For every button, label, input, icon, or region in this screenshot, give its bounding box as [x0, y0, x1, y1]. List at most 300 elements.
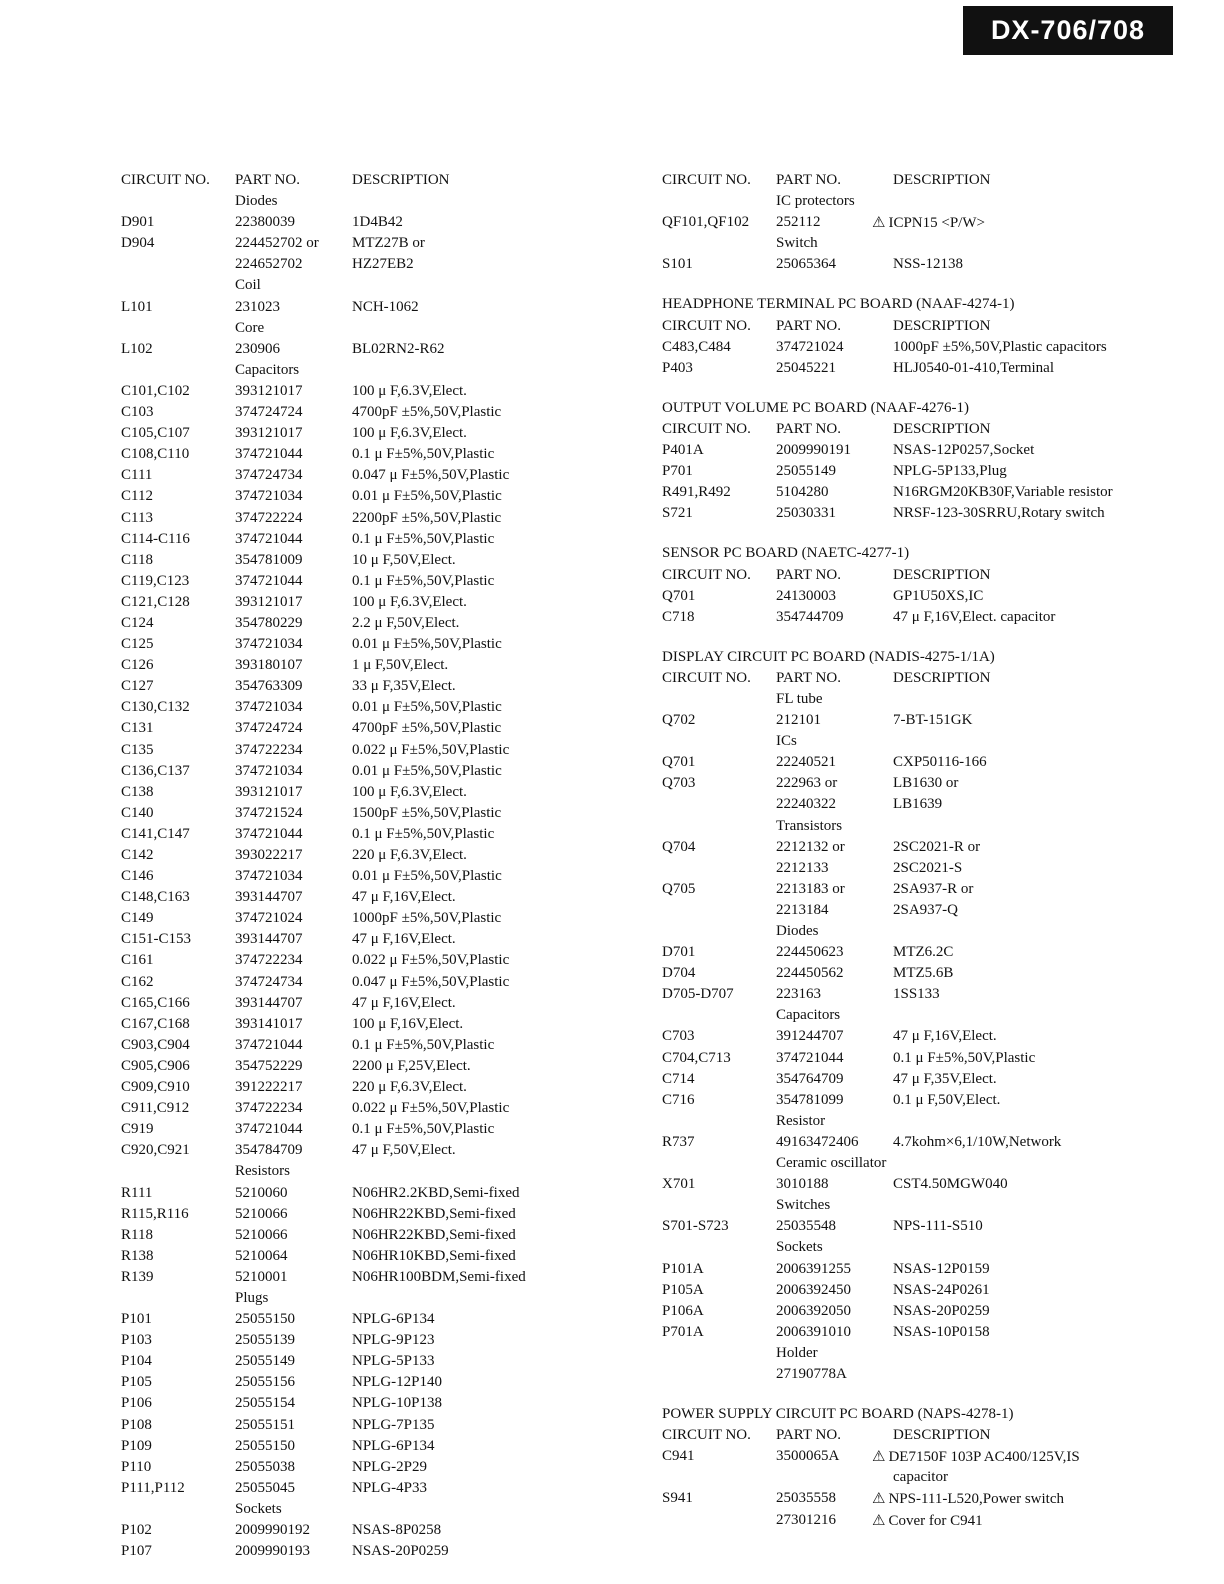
circuit-no-cell: S101 [662, 256, 693, 273]
description-cell: NSS-12138 [893, 256, 964, 273]
description-cell: 100 μ F,6.3V,Elect. [352, 593, 467, 610]
part-no-cell: 374721044 [235, 825, 303, 842]
part-no-cell: 393022217 [235, 847, 303, 863]
circuit-no-cell: S701-S723 [662, 1218, 729, 1235]
circuit-no-cell: C718 [662, 608, 695, 625]
description-cell: NPLG-4P33 [352, 1479, 428, 1496]
description-cell [872, 212, 985, 234]
description-cell: NSAS-10P0158 [893, 1323, 990, 1340]
description-cell: CST4.50MGW040 [893, 1176, 1008, 1193]
part-no-cell: 354764709 [776, 1070, 844, 1087]
circuit-no-cell: Q701 [662, 754, 696, 771]
circuit-no-cell: C716 [662, 1091, 695, 1108]
board-title-text: HEADPHONE TERMINAL PC BOARD (NAAF-4274-1) [662, 296, 1015, 313]
circuit-no-cell: C141,C147 [121, 825, 190, 842]
part-no-cell: Plugs [235, 1289, 269, 1306]
right-parts-tables [662, 170, 1182, 1531]
part-no-cell: 393144707 [235, 931, 303, 948]
circuit-no-cell: D701 [662, 944, 696, 961]
part-no-cell: 3500065A [776, 1448, 840, 1465]
description-cell: 47 μ F,35V,Elect. [893, 1070, 997, 1087]
part-no-cell: 222963 or [776, 775, 838, 792]
description-cell: NSAS-20P0259 [893, 1302, 990, 1319]
description-cell: 1 μ F,50V,Elect. [352, 657, 449, 674]
part-no-cell: Switch [776, 235, 818, 252]
circuit-no-cell: C483,C484 [662, 338, 731, 355]
description-cell: CXP50116-166 [893, 754, 987, 771]
table-row [121, 1267, 591, 1288]
circuit-no-cell: C112 [121, 488, 153, 505]
part-no-cell: FL tube [776, 690, 823, 707]
description-text: ICPN15 <P/W> [888, 215, 985, 232]
part-no-cell: 374722234 [235, 741, 303, 758]
description-cell: NPLG-6P134 [352, 1311, 435, 1328]
description-cell: 220 μ F,6.3V,Elect. [352, 1079, 467, 1096]
table-row [662, 984, 1182, 1005]
table-row [662, 1510, 1182, 1531]
part-no-cell: 22380039 [235, 214, 295, 231]
table-header-row [662, 419, 1182, 440]
table-row [662, 1090, 1182, 1111]
circuit-no-cell: CIRCUIT NO. [662, 566, 751, 583]
part-no-cell: 393144707 [235, 889, 303, 906]
circuit-no-cell: Q701 [662, 587, 696, 604]
part-no-cell: 25055149 [235, 1353, 295, 1370]
description-cell [872, 1488, 1064, 1510]
description-cell: NSAS-20P0259 [352, 1543, 449, 1560]
description-cell: DESCRIPTION [893, 317, 991, 334]
table-row [121, 486, 591, 507]
table-row [662, 1488, 1182, 1509]
description-cell: NPLG-2P29 [352, 1458, 428, 1475]
table-row [121, 1098, 591, 1119]
part-no-cell: 2009990192 [235, 1522, 310, 1538]
circuit-no-cell: C130,C132 [121, 699, 190, 716]
table-row [121, 866, 591, 887]
description-cell: N06HR22KBD,Semi-fixed [352, 1205, 516, 1222]
description-cell: 0.1 μ F±5%,50V,Plastic [352, 530, 495, 547]
table-row [121, 402, 591, 423]
description-cell: MTZ5.6B [893, 965, 954, 982]
description-cell: GP1U50XS,IC [893, 587, 984, 604]
circuit-no-cell: R737 [662, 1133, 695, 1150]
part-no-cell: Core [235, 319, 265, 336]
table-row [121, 1246, 591, 1267]
part-no-cell: 252112 [776, 214, 821, 231]
model-name: DX-706/708 [990, 15, 1146, 45]
description-cell: 100 μ F,6.3V,Elect. [352, 425, 467, 442]
circuit-no-cell: C121,C128 [121, 593, 190, 610]
part-no-cell: 393121017 [235, 593, 303, 610]
description-cell: NPLG-7P135 [352, 1416, 435, 1433]
part-no-cell: 224452702 or [235, 235, 319, 252]
part-no-cell: 25035558 [776, 1490, 836, 1507]
part-no-cell: Ceramic oscillator [776, 1155, 887, 1172]
description-cell: 0.022 μ F±5%,50V,Plastic [352, 741, 510, 758]
table-row [121, 1457, 591, 1478]
board-section-title [662, 647, 1182, 668]
circuit-no-cell: C138 [121, 783, 154, 800]
table-row [662, 710, 1182, 731]
description-cell: 0.01 μ F±5%,50V,Plastic [352, 762, 502, 779]
description-cell [872, 1446, 1080, 1468]
part-no-cell: 2006391010 [776, 1323, 851, 1340]
left-parts-table [121, 170, 591, 1562]
circuit-no-cell: P108 [121, 1416, 152, 1433]
circuit-no-cell: C704,C713 [662, 1049, 731, 1066]
table-row [121, 908, 591, 929]
circuit-no-cell: P105 [121, 1374, 152, 1391]
description-cell: 0.1 μ F±5%,50V,Plastic [352, 825, 495, 842]
part-no-cell: 2006391255 [776, 1260, 851, 1277]
circuit-no-cell: C124 [121, 614, 154, 631]
circuit-no-cell: C111 [121, 467, 153, 484]
description-cell: 4700pF ±5%,50V,Plastic [352, 720, 502, 737]
circuit-no-cell: C105,C107 [121, 425, 190, 442]
table-row [121, 423, 591, 444]
part-no-cell: PART NO. [776, 420, 841, 437]
part-no-cell: 374721044 [776, 1049, 844, 1066]
part-no-cell: 25030331 [776, 505, 836, 522]
part-no-cell: 2213184 [776, 901, 829, 918]
description-cell: 0.047 μ F±5%,50V,Plastic [352, 467, 510, 484]
description-cell: 2SA937-R or [893, 880, 974, 897]
part-no-cell: 25035548 [776, 1218, 836, 1235]
table-row [121, 254, 591, 275]
description-cell: 47 μ F,16V,Elect. [352, 931, 456, 948]
part-no-cell: 25055149 [776, 463, 836, 480]
category-row [121, 1288, 591, 1309]
table-header-row [662, 316, 1182, 337]
safety-warning-icon: ⚠ [872, 213, 886, 232]
circuit-no-cell: C919 [121, 1121, 154, 1138]
category-row [662, 1343, 1182, 1364]
circuit-no-cell: D704 [662, 965, 696, 982]
part-no-cell: 5104280 [776, 484, 829, 501]
description-cell: 2200 μ F,25V,Elect. [352, 1057, 471, 1074]
circuit-no-cell: P111,P112 [121, 1479, 185, 1496]
part-no-cell: 25055045 [235, 1479, 295, 1496]
part-no-cell: PART NO. [776, 566, 841, 583]
circuit-no-cell: CIRCUIT NO. [662, 172, 751, 188]
circuit-no-cell: C149 [121, 910, 154, 927]
circuit-no-cell: C125 [121, 636, 154, 653]
description-cell: NPS-111-S510 [893, 1218, 983, 1235]
circuit-no-cell: C165,C166 [121, 994, 190, 1011]
circuit-no-cell: P106 [121, 1395, 152, 1412]
circuit-no-cell: CIRCUIT NO. [662, 1427, 751, 1444]
description-text: Cover for C941 [888, 1512, 983, 1529]
board-title-text: SENSOR PC BOARD (NAETC-4277-1) [662, 545, 910, 562]
table-row [121, 1204, 591, 1225]
table-row [121, 634, 591, 655]
description-cell: N06HR100BDM,Semi-fixed [352, 1268, 526, 1285]
table-row [662, 900, 1182, 921]
description-cell: 0.022 μ F±5%,50V,Plastic [352, 1100, 510, 1117]
description-cell: 2SA937-Q [893, 901, 959, 918]
circuit-no-cell: C127 [121, 678, 154, 695]
circuit-no-cell: C142 [121, 847, 154, 863]
board-title-text: POWER SUPPLY CIRCUIT PC BOARD (NAPS-4278-1) [662, 1406, 1014, 1423]
table-row [121, 444, 591, 465]
part-no-cell: 374722224 [235, 509, 303, 526]
description-cell: 0.1 μ F,50V,Elect. [893, 1091, 1001, 1108]
circuit-no-cell: X701 [662, 1176, 696, 1193]
part-no-cell: 374721524 [235, 804, 303, 821]
part-no-cell: 374721044 [235, 530, 303, 547]
circuit-no-cell: P106A [662, 1302, 704, 1319]
description-cell: DESCRIPTION [893, 669, 991, 686]
description-cell: 0.01 μ F±5%,50V,Plastic [352, 488, 502, 505]
part-no-cell: PART NO. [776, 669, 841, 686]
table-row [121, 592, 591, 613]
circuit-no-cell: P110 [121, 1458, 152, 1475]
circuit-no-cell: C136,C137 [121, 762, 190, 779]
category-row [662, 1195, 1182, 1216]
table-row [121, 1183, 591, 1204]
table-row [121, 929, 591, 950]
part-no-cell: 2006392050 [776, 1302, 851, 1319]
table-row [121, 1415, 591, 1436]
part-no-cell: 25055151 [235, 1416, 295, 1433]
description-cell: MTZ27B or [352, 235, 425, 252]
table-row [121, 1119, 591, 1140]
description-cell: 0.1 μ F±5%,50V,Plastic [352, 1036, 495, 1053]
part-no-cell: 391244707 [776, 1028, 844, 1045]
part-no-cell: 354744709 [776, 608, 844, 625]
part-no-cell: Sockets [776, 1239, 823, 1256]
part-no-cell: 354784709 [235, 1142, 303, 1159]
table-row [121, 972, 591, 993]
description-cell: DESCRIPTION [352, 172, 450, 188]
description-cell: 2.2 μ F,50V,Elect. [352, 614, 460, 631]
part-no-cell: Capacitors [235, 361, 300, 378]
circuit-no-cell: C714 [662, 1070, 695, 1087]
circuit-no-cell: C119,C123 [121, 572, 190, 589]
part-no-cell: 25055150 [235, 1311, 295, 1328]
category-row [662, 191, 1182, 212]
part-no-cell: 374722234 [235, 952, 303, 969]
table-row [662, 607, 1182, 628]
table-row [662, 837, 1182, 858]
part-no-cell: 374721044 [235, 572, 303, 589]
part-no-cell: 5210066 [235, 1226, 288, 1243]
circuit-no-cell: P109 [121, 1437, 152, 1454]
part-no-cell: Holder [776, 1344, 818, 1361]
description-cell: N16RGM20KB30F,Variable resistor [893, 484, 1113, 501]
table-header-row [121, 170, 591, 191]
description-text: NPS-111-L520,Power switch [888, 1491, 1064, 1508]
description-cell: 47 μ F,16V,Elect. [352, 994, 456, 1011]
board-section-title [662, 294, 1182, 315]
safety-warning-icon: ⚠ [872, 1489, 886, 1508]
part-no-cell: 393141017 [235, 1015, 303, 1032]
description-cell: NSAS-12P0257,Socket [893, 442, 1035, 459]
description-cell [872, 1510, 983, 1532]
board-section-title [662, 543, 1182, 564]
description-cell: 0.1 μ F±5%,50V,Plastic [352, 446, 495, 463]
part-no-cell: 374721034 [235, 868, 303, 885]
part-no-cell: PART NO. [776, 172, 841, 188]
circuit-no-cell: P701 [662, 463, 693, 480]
table-row [121, 1035, 591, 1056]
part-no-cell: 224450562 [776, 965, 844, 982]
circuit-no-cell: R118 [121, 1226, 153, 1243]
table-row [121, 1077, 591, 1098]
part-no-cell: 25055154 [235, 1395, 295, 1412]
part-no-cell: 224652702 [235, 256, 303, 273]
table-row [121, 212, 591, 233]
description-cell: HLJ0540-01-410,Terminal [893, 359, 1055, 376]
part-no-cell: 231023 [235, 298, 280, 315]
part-no-cell: 374724734 [235, 973, 303, 990]
circuit-no-cell: C905,C906 [121, 1057, 190, 1074]
circuit-no-cell: P102 [121, 1522, 152, 1538]
circuit-no-cell: R138 [121, 1247, 154, 1264]
description-cell: MTZ6.2C [893, 944, 954, 961]
circuit-no-cell: C911,C912 [121, 1100, 190, 1117]
description-cell: 0.01 μ F±5%,50V,Plastic [352, 636, 502, 653]
description-cell: NCH-1062 [352, 298, 419, 315]
description-cell: 1SS133 [893, 986, 940, 1003]
table-row [121, 1014, 591, 1035]
table-row [121, 676, 591, 697]
board-section-title [662, 1404, 1182, 1425]
part-no-cell: 22240322 [776, 796, 836, 813]
part-no-cell: 25055156 [235, 1374, 295, 1391]
circuit-no-cell: R139 [121, 1268, 154, 1285]
table-row [662, 1174, 1182, 1195]
circuit-no-cell: C108,C110 [121, 446, 190, 463]
part-no-cell: 354763309 [235, 678, 303, 695]
circuit-no-cell: L101 [121, 298, 153, 315]
table-row [662, 1446, 1182, 1467]
table-row [662, 942, 1182, 963]
part-no-cell: 374721044 [235, 1121, 303, 1138]
circuit-no-cell: C162 [121, 973, 154, 990]
description-cell: 0.047 μ F±5%,50V,Plastic [352, 973, 510, 990]
circuit-no-cell: C920,C921 [121, 1142, 190, 1159]
description-cell: 1000pF ±5%,50V,Plastic capacitors [893, 338, 1107, 355]
description-cell: 100 μ F,6.3V,Elect. [352, 382, 467, 399]
board-section-title [662, 398, 1182, 419]
description-cell: NPLG-5P133 [352, 1353, 435, 1370]
circuit-no-cell: C114-C116 [121, 530, 190, 547]
part-no-cell: Coil [235, 277, 261, 294]
table-row [121, 571, 591, 592]
table-row [121, 465, 591, 486]
table-row [121, 529, 591, 550]
circuit-no-cell: C131 [121, 720, 154, 737]
circuit-no-cell: C167,C168 [121, 1015, 190, 1032]
part-no-cell: 393121017 [235, 783, 303, 800]
part-no-cell: 374724724 [235, 720, 303, 737]
table-row [121, 1520, 591, 1541]
part-no-cell: 5210064 [235, 1247, 288, 1264]
part-no-cell: 2009990193 [235, 1543, 310, 1560]
category-row [662, 1237, 1182, 1258]
table-row [121, 1309, 591, 1330]
circuit-no-cell: S941 [662, 1490, 693, 1507]
table-row [662, 482, 1182, 503]
table-row [121, 508, 591, 529]
part-no-cell: 374721034 [235, 699, 303, 716]
circuit-no-cell: P701A [662, 1323, 704, 1340]
part-no-cell: 27301216 [776, 1511, 836, 1528]
part-no-cell: 22240521 [776, 754, 836, 771]
circuit-no-cell: CIRCUIT NO. [662, 420, 751, 437]
table-row [121, 550, 591, 571]
part-no-cell: 374721024 [235, 910, 303, 927]
category-row [662, 233, 1182, 254]
circuit-no-cell: D904 [121, 235, 155, 252]
part-no-cell: 24130003 [776, 587, 836, 604]
circuit-no-cell: C941 [662, 1448, 695, 1465]
circuit-no-cell: P403 [662, 359, 693, 376]
circuit-no-cell: C161 [121, 952, 154, 969]
table-row [662, 440, 1182, 461]
description-cell: NPLG-5P133,Plug [893, 463, 1007, 480]
table-row [121, 1372, 591, 1393]
category-row [121, 318, 591, 339]
part-no-cell: 393180107 [235, 657, 303, 674]
circuit-no-cell: R115,R116 [121, 1205, 189, 1222]
circuit-no-cell: P103 [121, 1332, 152, 1349]
part-no-cell: 393121017 [235, 425, 303, 442]
table-row [121, 1056, 591, 1077]
part-no-cell: 374722234 [235, 1100, 303, 1117]
description-cell: 4.7kohm×6,1/10W,Network [893, 1133, 1062, 1150]
category-row [121, 191, 591, 212]
circuit-no-cell: P105A [662, 1281, 704, 1298]
part-no-cell: 374724724 [235, 404, 303, 421]
circuit-no-cell: CIRCUIT NO. [662, 669, 751, 686]
table-row [121, 697, 591, 718]
circuit-no-cell: C148,C163 [121, 889, 190, 906]
description-cell: 2SC2021-S [893, 859, 963, 876]
table-row [662, 254, 1182, 275]
description-cell: NPLG-10P138 [352, 1395, 443, 1412]
table-header-row [662, 565, 1182, 586]
circuit-no-cell: CIRCUIT NO. [121, 172, 210, 188]
table-row [662, 1301, 1182, 1322]
circuit-no-cell: C118 [121, 551, 153, 568]
circuit-no-cell: C140 [121, 804, 154, 821]
part-no-cell: 25055150 [235, 1437, 295, 1454]
table-row [662, 212, 1182, 233]
table-row [121, 613, 591, 634]
table-row [121, 718, 591, 739]
table-row [121, 1478, 591, 1499]
part-no-cell: 2006392450 [776, 1281, 851, 1298]
part-no-cell: 374724734 [235, 467, 303, 484]
part-no-cell: 25065364 [776, 256, 836, 273]
part-no-cell: 393121017 [235, 382, 303, 399]
category-row [662, 816, 1182, 837]
description-cell: NPLG-12P140 [352, 1374, 443, 1391]
circuit-no-cell: R491,R492 [662, 484, 731, 501]
part-no-cell: Capacitors [776, 1007, 841, 1024]
description-cell: 7-BT-151GK [893, 712, 973, 729]
table-row [662, 1280, 1182, 1301]
description-cell: NRSF-123-30SRRU,Rotary switch [893, 505, 1105, 522]
circuit-no-cell: Q705 [662, 880, 696, 897]
circuit-no-cell: C135 [121, 741, 154, 758]
part-no-cell: 354781099 [776, 1091, 844, 1108]
description-cell: 47 μ F,16V,Elect. capacitor [893, 608, 1056, 625]
part-no-cell: IC protectors [776, 193, 855, 210]
description-cell: 100 μ F,6.3V,Elect. [352, 783, 467, 800]
